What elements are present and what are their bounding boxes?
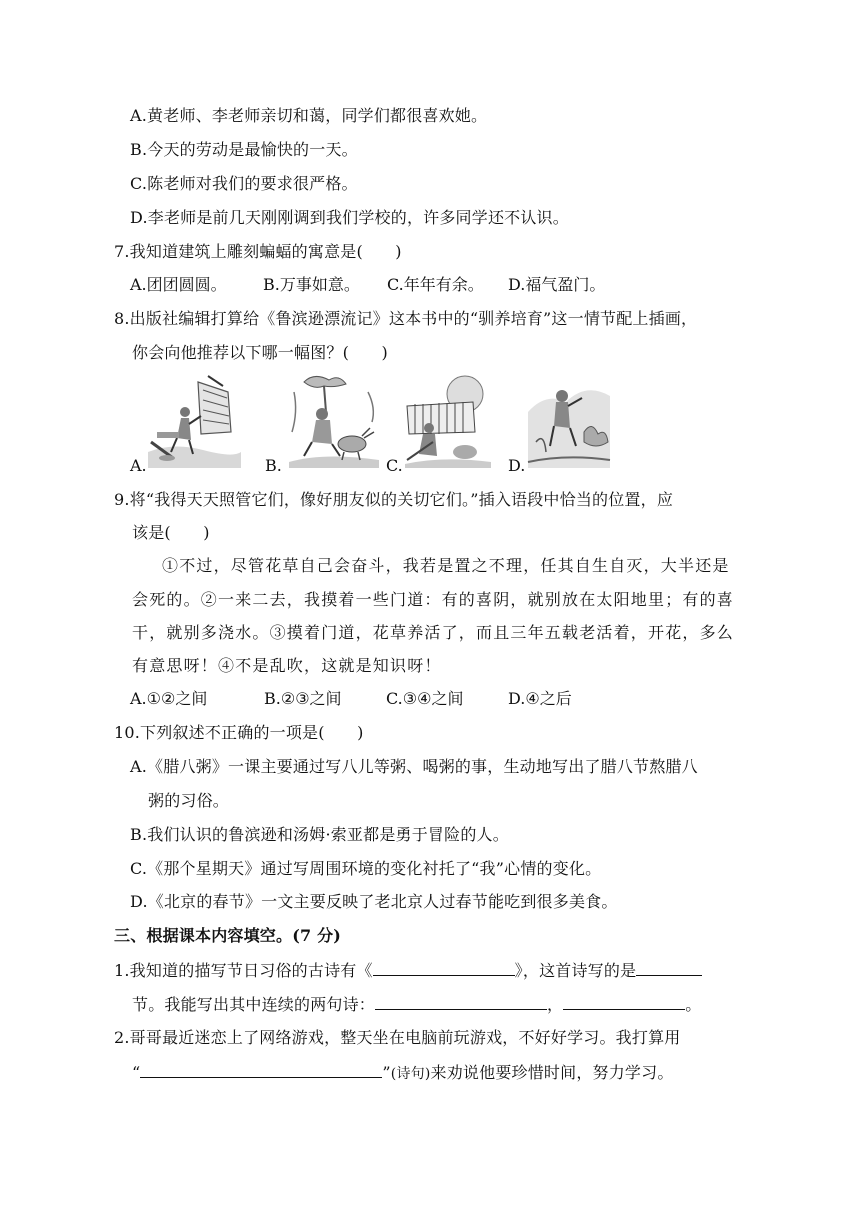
fill-2-text-rest: 来劝说他要珍惜时间，努力学习。 [430,1063,674,1082]
fill-2-note: (诗句) [390,1066,431,1082]
q7-option-a: A.团团圆圆。 [130,275,227,294]
illustration-a-boat-building [143,372,243,468]
fill-2-poem-line-blank[interactable] [140,1061,382,1078]
fill-1-text-c: 节。我能写出其中连续的两句诗： [132,995,376,1014]
q9-stem-line1: 9.将“我得天天照管它们，像好朋友似的关切它们。”插入语段中恰当的位置，应 [114,490,674,509]
section-3-heading: 三、根据课本内容填空。(7 分) [114,926,342,945]
fill-1-verse-blank-1[interactable] [375,993,547,1010]
q7-option-b: B.万事如意。 [263,275,360,294]
fill-1-text-b: 》，这首诗写的是 [514,961,637,980]
q7-option-c: C.年年有余。 [387,275,484,294]
fill-1-text-e: 。 [685,995,702,1014]
q10-stem: 10.下列叙述不正确的一项是( ) [114,723,364,742]
fill-1-line1 [114,959,702,982]
q9-stem-line2: 该是( ) [132,523,210,542]
q7-stem: 7.我知道建筑上雕刻蝙蝠的寓意是( ) [114,242,402,261]
q10-option-a-line1: A.《腊八粥》一课主要通过写八儿等粥、喝粥的事，生动地写出了腊八节熬腊八 [130,757,698,776]
q8-label-c: C. [386,456,403,475]
q8-label-b: B. [265,456,282,475]
fill-2-line1: 2.哥哥最近迷恋上了网络游戏，整天坐在电脑前玩游戏，不好好学习。我打算用 [114,1028,681,1047]
fill-2-line2 [132,1061,674,1085]
illustration-d-climbing [526,372,612,468]
q10-option-c: C.《那个星期天》通过写周围环境的变化衬托了“我”心情的变化。 [130,859,602,878]
q9-option-b: B.②③之间 [264,689,342,708]
q8-label-d: D. [508,456,526,475]
q6-option-a: A.黄老师、李老师亲切和蔼，同学们都很喜欢她。 [130,106,488,125]
q6-option-b: B.今天的劳动是最愉快的一天。 [130,140,358,159]
q6-option-d: D.李老师是前几天刚刚调到我们学校的，许多同学还不认识。 [130,208,569,227]
fill-1-line2 [132,993,701,1016]
illustration-b-taming-goat [284,372,384,468]
fill-1-text-d: ， [547,995,564,1014]
q6-option-c: C.陈老师对我们的要求很严格。 [130,174,358,193]
fill-2-close-quote: ” [382,1063,391,1082]
q10-option-d: D.《北京的春节》一文主要反映了老北京人过春节能吃到很多美食。 [130,892,618,911]
fill-2-open-quote: “ [132,1063,141,1082]
q9-option-a: A.①②之间 [130,689,208,708]
q9-passage-line4: 有意思呀！④不是乱吹，这就是知识呀！ [132,656,442,675]
illustration-c-fence-pen [403,372,493,468]
q8-stem-line1: 8.出版社编辑打算给《鲁滨逊漂流记》这本书中的“驯养培育”这一情节配上插画， [114,309,698,328]
fill-1-festival-blank[interactable] [636,959,702,976]
q8-label-a: A. [130,456,147,475]
q10-option-b: B.我们认识的鲁滨逊和汤姆·索亚都是勇于冒险的人。 [130,825,509,844]
q7-option-d: D.福气盈门。 [508,275,606,294]
fill-1-verse-blank-2[interactable] [563,993,685,1010]
fill-1-text-a: 1.我知道的描写节日习俗的古诗有《 [114,961,373,980]
fill-1-poem-title-blank[interactable] [373,959,515,976]
q10-option-a-line2: 粥的习俗。 [148,791,230,810]
q9-passage-line3: 干，就别多浇水。③摸着门道，花草养活了，而且三年五载老活着，开花，多么 [132,623,735,642]
q9-passage-line2: 会死的。②一来二去，我摸着一些门道：有的喜阴，就别放在太阳地里；有的喜 [132,590,735,609]
q9-passage-line1: ①不过，尽管花草自己会奋斗，我若是置之不理，任其自生自灭，大半还是 [162,556,730,575]
q8-stem-line2: 你会向他推荐以下哪一幅图？( ) [132,343,388,362]
q9-option-d: D.④之后 [508,689,572,708]
q9-option-c: C.③④之间 [386,689,464,708]
